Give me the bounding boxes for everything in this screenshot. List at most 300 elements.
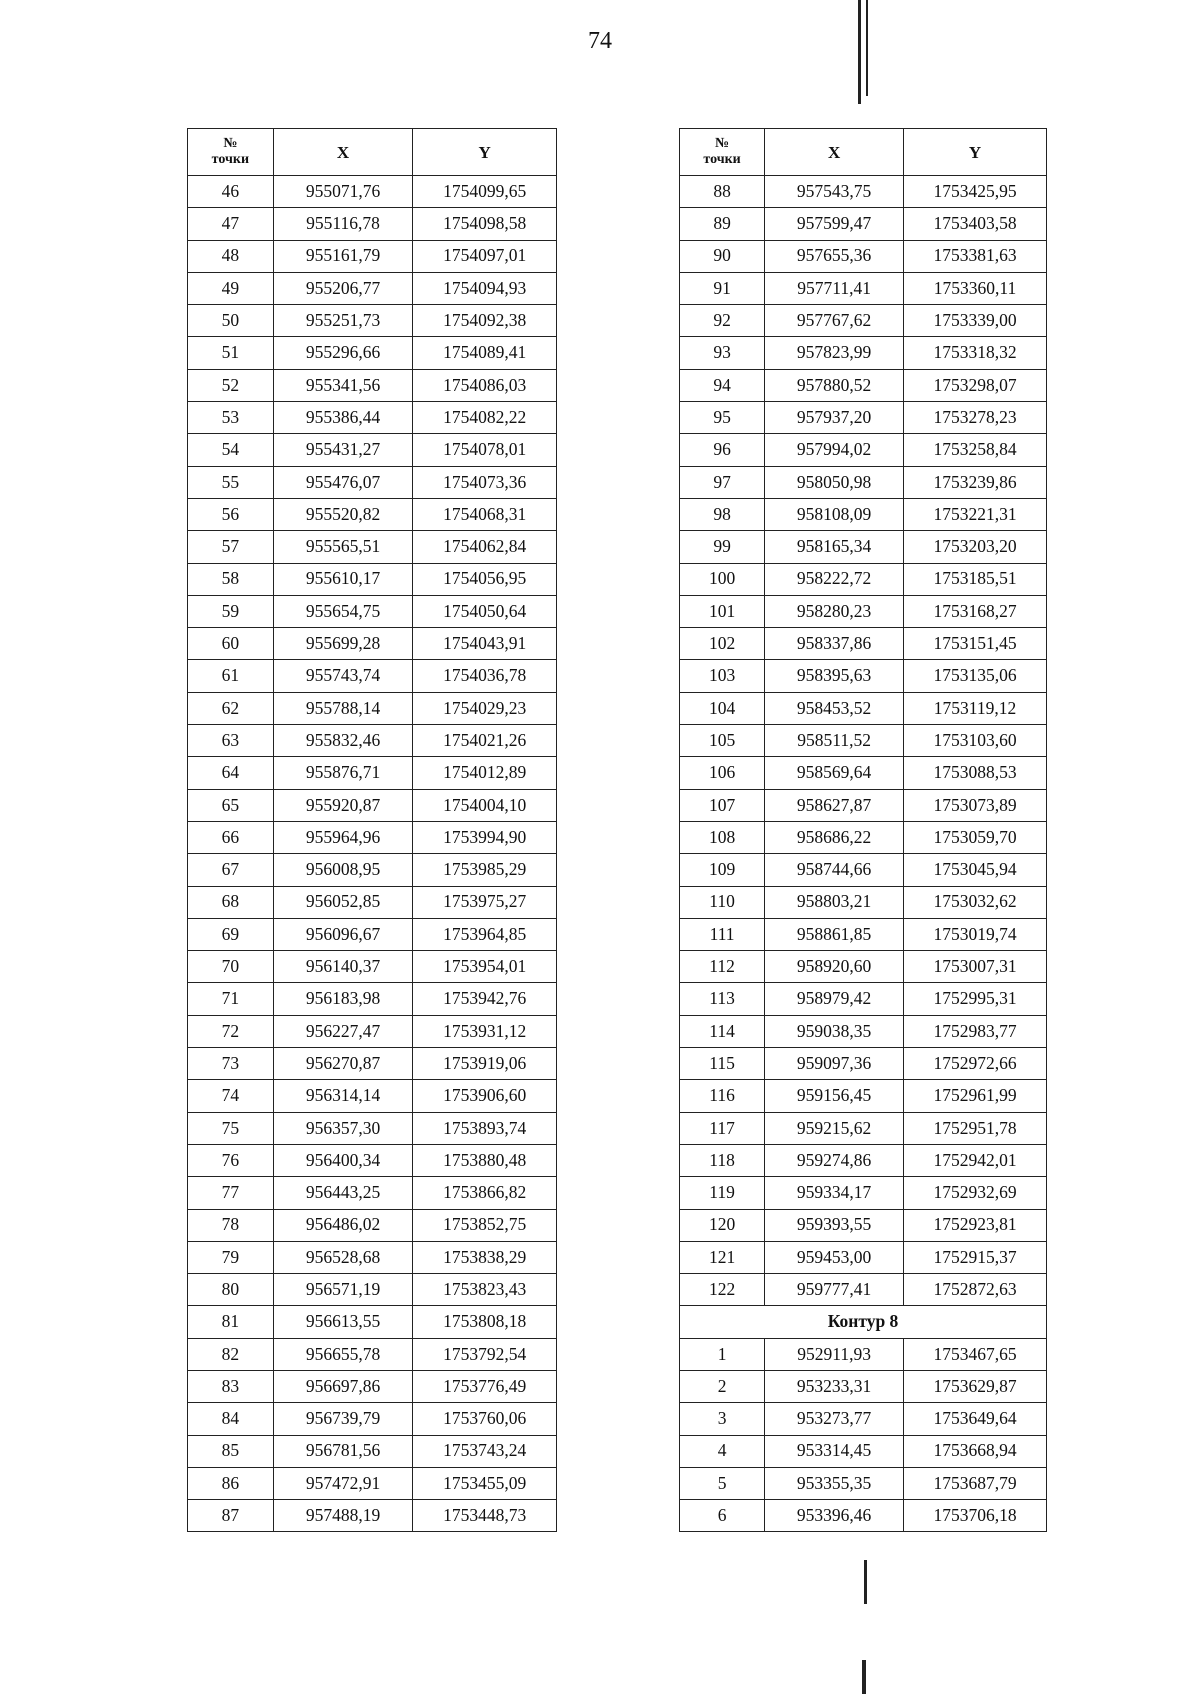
- cell-x: 955788,14: [273, 692, 413, 724]
- cell-y: 1754098,58: [413, 208, 557, 240]
- cell-y: 1754097,01: [413, 240, 557, 272]
- table-row: [680, 1435, 1047, 1467]
- cell-y: 1752995,31: [904, 983, 1047, 1015]
- cell-y: 1753258,84: [904, 434, 1047, 466]
- cell-y: 1754092,38: [413, 305, 557, 337]
- cell-x: 959453,00: [765, 1241, 904, 1273]
- table-row: [680, 1403, 1047, 1435]
- cell-x: 955476,07: [273, 466, 413, 498]
- cell-point-number: 95: [680, 402, 765, 434]
- cell-point-number: 81: [188, 1306, 274, 1338]
- cell-point-number: 56: [188, 498, 274, 530]
- table-row: [188, 466, 557, 498]
- cell-x: 958050,98: [765, 466, 904, 498]
- cell-point-number: 112: [680, 951, 765, 983]
- cell-point-number: 79: [188, 1241, 274, 1273]
- table-row: [188, 1177, 557, 1209]
- table-row: [680, 983, 1047, 1015]
- cell-x: 955386,44: [273, 402, 413, 434]
- cell-x: 957994,02: [765, 434, 904, 466]
- table-row: [680, 402, 1047, 434]
- table-row: [188, 1467, 557, 1499]
- cell-x: 958511,52: [765, 725, 904, 757]
- cell-point-number: 118: [680, 1144, 765, 1176]
- cell-x: 955743,74: [273, 660, 413, 692]
- cell-x: 956486,02: [273, 1209, 413, 1241]
- cell-point-number: 5: [680, 1467, 765, 1499]
- table-row: [188, 1403, 557, 1435]
- table-row: [188, 1274, 557, 1306]
- cell-x: 958337,86: [765, 628, 904, 660]
- table-row: [188, 305, 557, 337]
- table-row: [188, 692, 557, 724]
- cell-y: 1753381,63: [904, 240, 1047, 272]
- cell-y: 1753278,23: [904, 402, 1047, 434]
- table-row: [188, 563, 557, 595]
- cell-x: 956008,95: [273, 854, 413, 886]
- cell-point-number: 69: [188, 918, 274, 950]
- cell-point-number: 65: [188, 789, 274, 821]
- cell-y: 1753668,94: [904, 1435, 1047, 1467]
- table-row: [680, 498, 1047, 530]
- cell-y: 1753360,11: [904, 272, 1047, 304]
- cell-x: 953273,77: [765, 1403, 904, 1435]
- cell-x: 955071,76: [273, 176, 413, 208]
- cell-y: 1753119,12: [904, 692, 1047, 724]
- table-row: [188, 1338, 557, 1370]
- cell-x: 957823,99: [765, 337, 904, 369]
- cell-x: 958627,87: [765, 789, 904, 821]
- cell-y: 1753203,20: [904, 531, 1047, 563]
- table-row: [188, 1306, 557, 1338]
- cell-point-number: 115: [680, 1048, 765, 1080]
- cell-point-number: 2: [680, 1370, 765, 1402]
- cell-x: 957767,62: [765, 305, 904, 337]
- table-row: [188, 854, 557, 886]
- table-row: [188, 886, 557, 918]
- cell-point-number: 76: [188, 1144, 274, 1176]
- cell-point-number: 105: [680, 725, 765, 757]
- cell-point-number: 55: [188, 466, 274, 498]
- cell-x: 956357,30: [273, 1112, 413, 1144]
- table-row: [680, 1177, 1047, 1209]
- table-row: [680, 563, 1047, 595]
- cell-x: 956613,55: [273, 1306, 413, 1338]
- cell-y: 1754050,64: [413, 595, 557, 627]
- cell-x: 955431,27: [273, 434, 413, 466]
- scan-artifact-line: [864, 1560, 867, 1604]
- table-row: [188, 369, 557, 401]
- table-row: [680, 595, 1047, 627]
- cell-point-number: 75: [188, 1112, 274, 1144]
- cell-y: 1754036,78: [413, 660, 557, 692]
- cell-point-number: 102: [680, 628, 765, 660]
- cell-y: 1753403,58: [904, 208, 1047, 240]
- cell-point-number: 111: [680, 918, 765, 950]
- section-row: [680, 1306, 1047, 1338]
- cell-x: 957880,52: [765, 369, 904, 401]
- cell-x: 953233,31: [765, 1370, 904, 1402]
- cell-point-number: 85: [188, 1435, 274, 1467]
- header-y: Y: [413, 129, 557, 176]
- table-row: [188, 531, 557, 563]
- cell-x: 956270,87: [273, 1048, 413, 1080]
- cell-y: 1753032,62: [904, 886, 1047, 918]
- cell-x: 958108,09: [765, 498, 904, 530]
- cell-y: 1753135,06: [904, 660, 1047, 692]
- table-row: [680, 628, 1047, 660]
- cell-y: 1754043,91: [413, 628, 557, 660]
- table-row: [188, 1370, 557, 1402]
- table-row: [188, 337, 557, 369]
- cell-y: 1752961,99: [904, 1080, 1047, 1112]
- cell-y: 1753448,73: [413, 1500, 557, 1532]
- cell-y: 1753942,76: [413, 983, 557, 1015]
- cell-y: 1753994,90: [413, 821, 557, 853]
- cell-x: 958803,21: [765, 886, 904, 918]
- cell-point-number: 48: [188, 240, 274, 272]
- cell-x: 956140,37: [273, 951, 413, 983]
- cell-point-number: 51: [188, 337, 274, 369]
- cell-y: 1754021,26: [413, 725, 557, 757]
- page-number: 74: [588, 28, 612, 54]
- cell-point-number: 54: [188, 434, 274, 466]
- cell-point-number: 113: [680, 983, 765, 1015]
- cell-x: 959038,35: [765, 1015, 904, 1047]
- cell-x: 955964,96: [273, 821, 413, 853]
- table-row: [680, 854, 1047, 886]
- cell-y: 1753045,94: [904, 854, 1047, 886]
- cell-point-number: 84: [188, 1403, 274, 1435]
- cell-y: 1752942,01: [904, 1144, 1047, 1176]
- cell-point-number: 97: [680, 466, 765, 498]
- cell-x: 956400,34: [273, 1144, 413, 1176]
- table-row: [188, 1435, 557, 1467]
- table-row: [188, 628, 557, 660]
- cell-y: 1753019,74: [904, 918, 1047, 950]
- cell-y: 1754094,93: [413, 272, 557, 304]
- cell-x: 955296,66: [273, 337, 413, 369]
- cell-x: 958861,85: [765, 918, 904, 950]
- table-row: [188, 1144, 557, 1176]
- cell-x: 958280,23: [765, 595, 904, 627]
- cell-point-number: 78: [188, 1209, 274, 1241]
- cell-y: 1753298,07: [904, 369, 1047, 401]
- cell-y: 1754078,01: [413, 434, 557, 466]
- cell-point-number: 73: [188, 1048, 274, 1080]
- cell-x: 959334,17: [765, 1177, 904, 1209]
- cell-y: 1754056,95: [413, 563, 557, 595]
- cell-x: 958569,64: [765, 757, 904, 789]
- cell-point-number: 121: [680, 1241, 765, 1273]
- table-row: [680, 531, 1047, 563]
- cell-y: 1753931,12: [413, 1015, 557, 1047]
- cell-y: 1753919,06: [413, 1048, 557, 1080]
- table-row: [680, 951, 1047, 983]
- cell-point-number: 57: [188, 531, 274, 563]
- cell-x: 956697,86: [273, 1370, 413, 1402]
- table-row: [680, 1112, 1047, 1144]
- cell-x: 958453,52: [765, 692, 904, 724]
- cell-x: 959777,41: [765, 1274, 904, 1306]
- cell-x: 955832,46: [273, 725, 413, 757]
- cell-y: 1753808,18: [413, 1306, 557, 1338]
- cell-point-number: 119: [680, 1177, 765, 1209]
- cell-y: 1753866,82: [413, 1177, 557, 1209]
- cell-y: 1753103,60: [904, 725, 1047, 757]
- table-row: [680, 208, 1047, 240]
- cell-x: 955610,17: [273, 563, 413, 595]
- table-row: [188, 1209, 557, 1241]
- table-row: [680, 176, 1047, 208]
- cell-point-number: 61: [188, 660, 274, 692]
- cell-x: 958744,66: [765, 854, 904, 886]
- cell-x: 958979,42: [765, 983, 904, 1015]
- cell-y: 1753893,74: [413, 1112, 557, 1144]
- cell-x: 958165,34: [765, 531, 904, 563]
- cell-point-number: 108: [680, 821, 765, 853]
- table-row: [680, 466, 1047, 498]
- cell-x: 957599,47: [765, 208, 904, 240]
- cell-x: 955341,56: [273, 369, 413, 401]
- header-point-number: № точки: [188, 129, 274, 176]
- cell-y: 1753168,27: [904, 595, 1047, 627]
- table-row: [680, 1209, 1047, 1241]
- table-row: [188, 240, 557, 272]
- cell-y: 1753239,86: [904, 466, 1047, 498]
- cell-point-number: 4: [680, 1435, 765, 1467]
- cell-y: 1753088,53: [904, 757, 1047, 789]
- table-row: [680, 337, 1047, 369]
- cell-x: 955206,77: [273, 272, 413, 304]
- cell-point-number: 89: [680, 208, 765, 240]
- table-row: [188, 1112, 557, 1144]
- cell-x: 957937,20: [765, 402, 904, 434]
- cell-y: 1752915,37: [904, 1241, 1047, 1273]
- cell-y: 1753776,49: [413, 1370, 557, 1402]
- cell-point-number: 1: [680, 1338, 765, 1370]
- cell-y: 1754099,65: [413, 176, 557, 208]
- cell-y: 1754082,22: [413, 402, 557, 434]
- table-row: [680, 272, 1047, 304]
- cell-y: 1753059,70: [904, 821, 1047, 853]
- cell-y: 1752972,66: [904, 1048, 1047, 1080]
- cell-point-number: 120: [680, 1209, 765, 1241]
- cell-point-number: 86: [188, 1467, 274, 1499]
- cell-point-number: 52: [188, 369, 274, 401]
- cell-y: 1752951,78: [904, 1112, 1047, 1144]
- cell-y: 1753185,51: [904, 563, 1047, 595]
- header-x: X: [273, 129, 413, 176]
- cell-point-number: 53: [188, 402, 274, 434]
- table-row: [680, 1500, 1047, 1532]
- cell-y: 1753687,79: [904, 1467, 1047, 1499]
- table-row: [680, 1467, 1047, 1499]
- cell-y: 1753649,64: [904, 1403, 1047, 1435]
- cell-y: 1752983,77: [904, 1015, 1047, 1047]
- cell-x: 957472,91: [273, 1467, 413, 1499]
- table-row: [680, 821, 1047, 853]
- cell-x: 955520,82: [273, 498, 413, 530]
- cell-x: 959215,62: [765, 1112, 904, 1144]
- table-row: [680, 1338, 1047, 1370]
- cell-x: 956314,14: [273, 1080, 413, 1112]
- cell-x: 957711,41: [765, 272, 904, 304]
- cell-point-number: 88: [680, 176, 765, 208]
- cell-x: 957543,75: [765, 176, 904, 208]
- cell-y: 1753073,89: [904, 789, 1047, 821]
- cell-point-number: 70: [188, 951, 274, 983]
- table-row: [188, 498, 557, 530]
- scan-artifact-line: [858, 0, 861, 104]
- cell-y: 1753629,87: [904, 1370, 1047, 1402]
- cell-x: 956655,78: [273, 1338, 413, 1370]
- cell-point-number: 82: [188, 1338, 274, 1370]
- header-point-number: № точки: [680, 129, 765, 176]
- cell-point-number: 98: [680, 498, 765, 530]
- cell-x: 959393,55: [765, 1209, 904, 1241]
- cell-x: 955116,78: [273, 208, 413, 240]
- cell-x: 958920,60: [765, 951, 904, 983]
- cell-y: 1753318,32: [904, 337, 1047, 369]
- cell-y: 1753792,54: [413, 1338, 557, 1370]
- cell-point-number: 104: [680, 692, 765, 724]
- cell-point-number: 114: [680, 1015, 765, 1047]
- cell-x: 957488,19: [273, 1500, 413, 1532]
- table-row: [680, 692, 1047, 724]
- cell-x: 955699,28: [273, 628, 413, 660]
- cell-y: 1754068,31: [413, 498, 557, 530]
- cell-point-number: 91: [680, 272, 765, 304]
- cell-x: 955565,51: [273, 531, 413, 563]
- cell-point-number: 60: [188, 628, 274, 660]
- cell-x: 959097,36: [765, 1048, 904, 1080]
- cell-x: 956096,67: [273, 918, 413, 950]
- table-row: [680, 369, 1047, 401]
- cell-y: 1754089,41: [413, 337, 557, 369]
- table-row: [680, 660, 1047, 692]
- table-row: [188, 434, 557, 466]
- cell-point-number: 49: [188, 272, 274, 304]
- cell-y: 1752932,69: [904, 1177, 1047, 1209]
- cell-point-number: 74: [188, 1080, 274, 1112]
- cell-y: 1753706,18: [904, 1500, 1047, 1532]
- cell-x: 958222,72: [765, 563, 904, 595]
- cell-y: 1753007,31: [904, 951, 1047, 983]
- table-row: [188, 1500, 557, 1532]
- cell-y: 1753906,60: [413, 1080, 557, 1112]
- cell-point-number: 99: [680, 531, 765, 563]
- cell-y: 1753985,29: [413, 854, 557, 886]
- cell-x: 956443,25: [273, 1177, 413, 1209]
- cell-y: 1753975,27: [413, 886, 557, 918]
- cell-point-number: 46: [188, 176, 274, 208]
- table-row: [188, 402, 557, 434]
- cell-y: 1754086,03: [413, 369, 557, 401]
- cell-point-number: 67: [188, 854, 274, 886]
- cell-point-number: 96: [680, 434, 765, 466]
- table-row: [680, 1015, 1047, 1047]
- cell-x: 952911,93: [765, 1338, 904, 1370]
- header-x: X: [765, 129, 904, 176]
- cell-y: 1753221,31: [904, 498, 1047, 530]
- cell-point-number: 110: [680, 886, 765, 918]
- table-row: [680, 1048, 1047, 1080]
- scan-artifact-line: [862, 1660, 866, 1694]
- cell-y: 1753339,00: [904, 305, 1047, 337]
- table-row: [188, 1080, 557, 1112]
- table-row: [188, 983, 557, 1015]
- cell-y: 1754062,84: [413, 531, 557, 563]
- cell-y: 1753467,65: [904, 1338, 1047, 1370]
- cell-point-number: 93: [680, 337, 765, 369]
- cell-y: 1753852,75: [413, 1209, 557, 1241]
- cell-point-number: 94: [680, 369, 765, 401]
- cell-y: 1753455,09: [413, 1467, 557, 1499]
- cell-y: 1753760,06: [413, 1403, 557, 1435]
- cell-x: 953314,45: [765, 1435, 904, 1467]
- table-row: [188, 757, 557, 789]
- cell-x: 956571,19: [273, 1274, 413, 1306]
- table-row: [188, 660, 557, 692]
- table-row: [188, 1048, 557, 1080]
- cell-x: 957655,36: [765, 240, 904, 272]
- cell-point-number: 90: [680, 240, 765, 272]
- table-row: [680, 1080, 1047, 1112]
- cell-y: 1753964,85: [413, 918, 557, 950]
- section-title: Контур 8: [680, 1306, 1047, 1338]
- table-row: [188, 951, 557, 983]
- cell-x: 955654,75: [273, 595, 413, 627]
- cell-y: 1753151,45: [904, 628, 1047, 660]
- cell-point-number: 117: [680, 1112, 765, 1144]
- cell-point-number: 68: [188, 886, 274, 918]
- cell-point-number: 77: [188, 1177, 274, 1209]
- cell-y: 1754073,36: [413, 466, 557, 498]
- cell-x: 956528,68: [273, 1241, 413, 1273]
- cell-y: 1753954,01: [413, 951, 557, 983]
- cell-point-number: 66: [188, 821, 274, 853]
- cell-point-number: 116: [680, 1080, 765, 1112]
- cell-y: 1753823,43: [413, 1274, 557, 1306]
- cell-x: 955876,71: [273, 757, 413, 789]
- cell-point-number: 59: [188, 595, 274, 627]
- cell-point-number: 71: [188, 983, 274, 1015]
- cell-point-number: 83: [188, 1370, 274, 1402]
- table-row: [680, 1144, 1047, 1176]
- cell-point-number: 101: [680, 595, 765, 627]
- scan-artifact-line: [866, 0, 868, 96]
- cell-point-number: 3: [680, 1403, 765, 1435]
- cell-point-number: 80: [188, 1274, 274, 1306]
- cell-point-number: 100: [680, 563, 765, 595]
- table-row: [188, 789, 557, 821]
- table-row: [680, 1241, 1047, 1273]
- cell-point-number: 122: [680, 1274, 765, 1306]
- cell-point-number: 64: [188, 757, 274, 789]
- cell-point-number: 58: [188, 563, 274, 595]
- cell-point-number: 106: [680, 757, 765, 789]
- cell-x: 956227,47: [273, 1015, 413, 1047]
- cell-point-number: 62: [188, 692, 274, 724]
- cell-x: 956052,85: [273, 886, 413, 918]
- cell-x: 959274,86: [765, 1144, 904, 1176]
- table-row: [680, 434, 1047, 466]
- cell-point-number: 6: [680, 1500, 765, 1532]
- table-row: [188, 272, 557, 304]
- cell-point-number: 103: [680, 660, 765, 692]
- cell-y: 1753743,24: [413, 1435, 557, 1467]
